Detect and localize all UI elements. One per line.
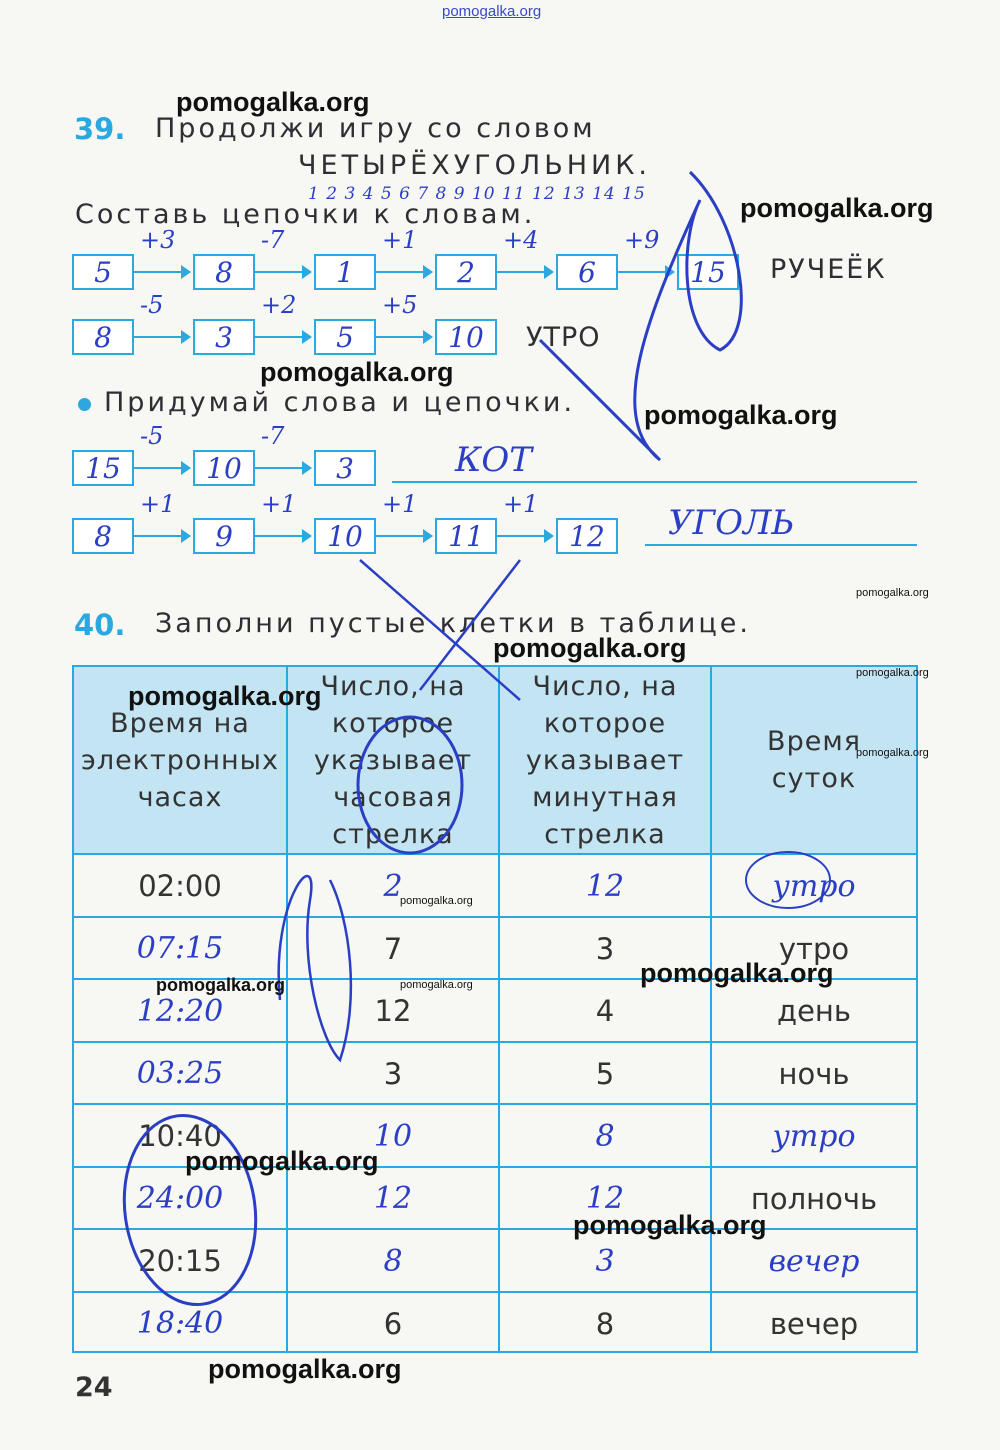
header-time-of-day: Время суток [767, 726, 861, 794]
table-cell: 12 [585, 868, 625, 904]
table-cell: 10:40 [138, 1119, 222, 1153]
chain3-word: КОТ [455, 440, 532, 480]
watermark: pomogalka.org [128, 681, 322, 711]
header-minute-hand: Число, на которое указывает минутная стрелка [525, 670, 685, 850]
watermark: pomogalka.org [640, 958, 834, 988]
chain-box-value: 3 [215, 320, 233, 354]
chain-box-value: 8 [215, 255, 233, 289]
table-cell: 6 [383, 1306, 403, 1341]
table-cell: полночь [750, 1181, 878, 1216]
chain-operation: -7 [261, 226, 285, 254]
table-cell: 4 [595, 994, 615, 1028]
bullet-task: Придумай слова и цепочки. [104, 387, 576, 418]
watermark: pomogalka.org [208, 1354, 402, 1384]
watermark: pomogalka.org [493, 633, 687, 663]
letter-numbers: 1 2 3 4 5 6 7 8 9 10 11 12 13 14 15 [308, 184, 646, 204]
table-cell: день [777, 994, 851, 1028]
page-number: 24 [75, 1372, 113, 1403]
table-cell: утро [778, 931, 850, 966]
table-cell: 12 [374, 994, 412, 1028]
chain-operation: +1 [261, 490, 297, 518]
exercise-39-line1: Продолжи игру со словом [155, 113, 596, 144]
table-cell: 3 [595, 931, 615, 966]
table-cell: 7 [383, 931, 403, 966]
watermark: pomogalka.org [740, 193, 934, 223]
table-cell: вечер [768, 1243, 860, 1279]
chain-box-value: 1 [336, 255, 354, 289]
top-watermark: pomogalka.org [442, 3, 542, 20]
chain-box-value: 8 [94, 519, 112, 553]
chain4-word: УГОЛЬ [668, 503, 795, 543]
watermark: pomogalka.org [856, 667, 929, 679]
chain-box-value: 10 [327, 519, 363, 553]
chain-box-value: 10 [448, 320, 484, 354]
chain2-word: УТРО [526, 322, 601, 353]
table-cell: 8 [383, 1243, 403, 1279]
exercise-40-number: 40. [74, 608, 126, 642]
chain-box-value: 2 [457, 255, 475, 289]
watermark: pomogalka.org [400, 895, 473, 907]
header-electronic-time: Время на электронных часах [81, 707, 279, 813]
exercise-40-task: Заполни пустые клетки в таблице. [155, 608, 751, 639]
table-cell: 07:15 [136, 931, 224, 966]
chain-operation: +1 [140, 490, 176, 518]
table-cell: утро [772, 868, 856, 904]
exercise-39-word: ЧЕТЫРЁХУГОЛЬНИК. [298, 150, 651, 181]
table-cell: 24:00 [136, 1181, 224, 1216]
table-cell: 03:25 [136, 1056, 224, 1091]
chain-box-value: 3 [336, 451, 354, 485]
table-cell: 3 [383, 1056, 403, 1091]
exercise-39-line2: Составь цепочки к словам. [75, 199, 536, 230]
watermark: pomogalka.org [176, 87, 370, 117]
table-cell: 10 [373, 1118, 413, 1154]
chain-box-value: 9 [215, 519, 233, 553]
table-cell: 12:20 [136, 993, 224, 1029]
exercise-39-number: 39. [74, 112, 126, 146]
chain-operation: -5 [140, 291, 164, 319]
chain-operation: -7 [261, 422, 285, 450]
table-cell: 3 [595, 1243, 615, 1279]
chain-operation: -5 [140, 422, 164, 450]
chain-box-value: 10 [206, 451, 242, 485]
chain-operation: +1 [382, 226, 418, 254]
pen-scribble [279, 876, 351, 1060]
table-cell: 12 [373, 1181, 413, 1216]
chain-box-value: 5 [94, 255, 112, 289]
table-cell: 18:40 [136, 1306, 224, 1341]
chain-box-value: 15 [690, 255, 726, 289]
watermark: pomogalka.org [400, 979, 473, 991]
chain-operation: +9 [624, 226, 660, 254]
chain-box-value: 5 [336, 320, 354, 354]
header-hour-hand: Число, на которое указывает часовая стрелка [313, 670, 473, 850]
chain-box-value: 11 [448, 519, 484, 553]
chain-operation: +4 [503, 226, 539, 254]
watermark: pomogalka.org [856, 587, 929, 599]
table-cell: 20:15 [138, 1244, 222, 1278]
pen-oval [746, 852, 830, 908]
table-cell: 8 [595, 1306, 615, 1341]
watermark: pomogalka.org [260, 357, 454, 387]
chain-operation: +1 [382, 490, 418, 518]
chain-box-value: 12 [569, 519, 605, 553]
table-cell: 12 [585, 1181, 625, 1216]
chain-operation: +3 [140, 226, 176, 254]
pen-circle [112, 1107, 267, 1313]
chain-operation: +2 [261, 291, 297, 319]
watermark: pomogalka.org [644, 400, 838, 430]
table-cell: 8 [595, 1118, 615, 1154]
chain-box-value: 8 [94, 320, 112, 354]
chain-operation: +1 [503, 490, 539, 518]
chain-box-value: 15 [85, 451, 121, 485]
chain-box-value: 6 [578, 255, 596, 289]
table-cell: 2 [383, 868, 403, 904]
watermark: pomogalka.org [185, 1146, 379, 1176]
chain-operation: +5 [382, 291, 418, 319]
watermark: pomogalka.org [156, 975, 286, 995]
watermark: pomogalka.org [856, 747, 929, 759]
table-cell: вечер [769, 1306, 859, 1341]
pen-circle [358, 717, 462, 853]
table-cell: 02:00 [138, 869, 222, 903]
chain1-word: РУЧЕЁК [770, 254, 887, 285]
table-cell: ночь [778, 1056, 850, 1091]
table-cell: утро [772, 1118, 856, 1154]
pen-stroke-cross [360, 560, 520, 700]
watermark: pomogalka.org [573, 1210, 767, 1240]
table-cell: 5 [595, 1056, 615, 1091]
